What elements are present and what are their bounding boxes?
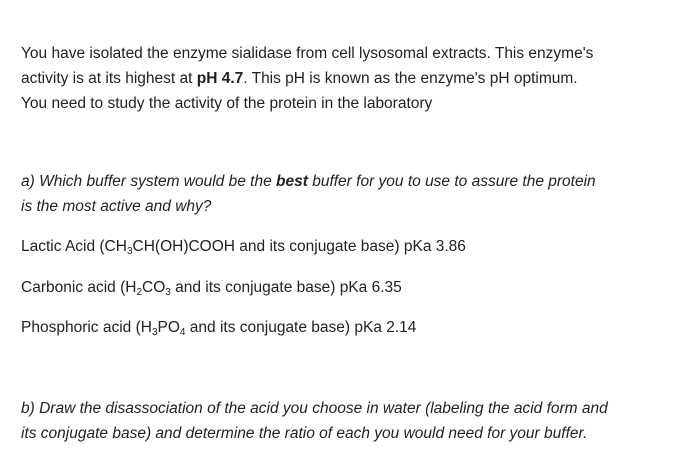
- intro-line-2: activity is at its highest at pH 4.7. This pH is known as the enzyme's pH optimum.: [21, 70, 578, 87]
- intro-line-1: You have isolated the enzyme sialidase from cell lysosomal extracts. This enzyme's: [21, 45, 594, 62]
- intro-line-3: You need to study the activity of the protein in the laboratory: [21, 95, 433, 112]
- question-b-line-1: b) Draw the disassociation of the acid you choose in water (labeling the acid form and: [21, 400, 608, 417]
- question-a-line-2: is the most active and why?: [21, 198, 212, 215]
- option-carbonic-acid: Carbonic acid ($H_2CO_3$ and its conjugate base) pKa 6.35: [21, 279, 402, 298]
- best-emphasis: best: [276, 173, 308, 190]
- ph-value: pH 4.7: [196, 70, 244, 87]
- option-lactic-acid: Lactic Acid ($CH_3CH(OH)COOH$ and its conjugate base) pKa 3.86: [21, 238, 466, 257]
- option-phosphoric-acid: Phosphoric acid ($H_3PO_4$ and its conjugate base) pKa 2.14: [21, 319, 417, 338]
- question-b-line-2: its conjugate base) and determine the ratio of each you would need for your buffer.: [21, 425, 588, 442]
- question-a-line-1: a) Which buffer system would be the best buffer for you to use to assure the protein: [21, 173, 596, 190]
